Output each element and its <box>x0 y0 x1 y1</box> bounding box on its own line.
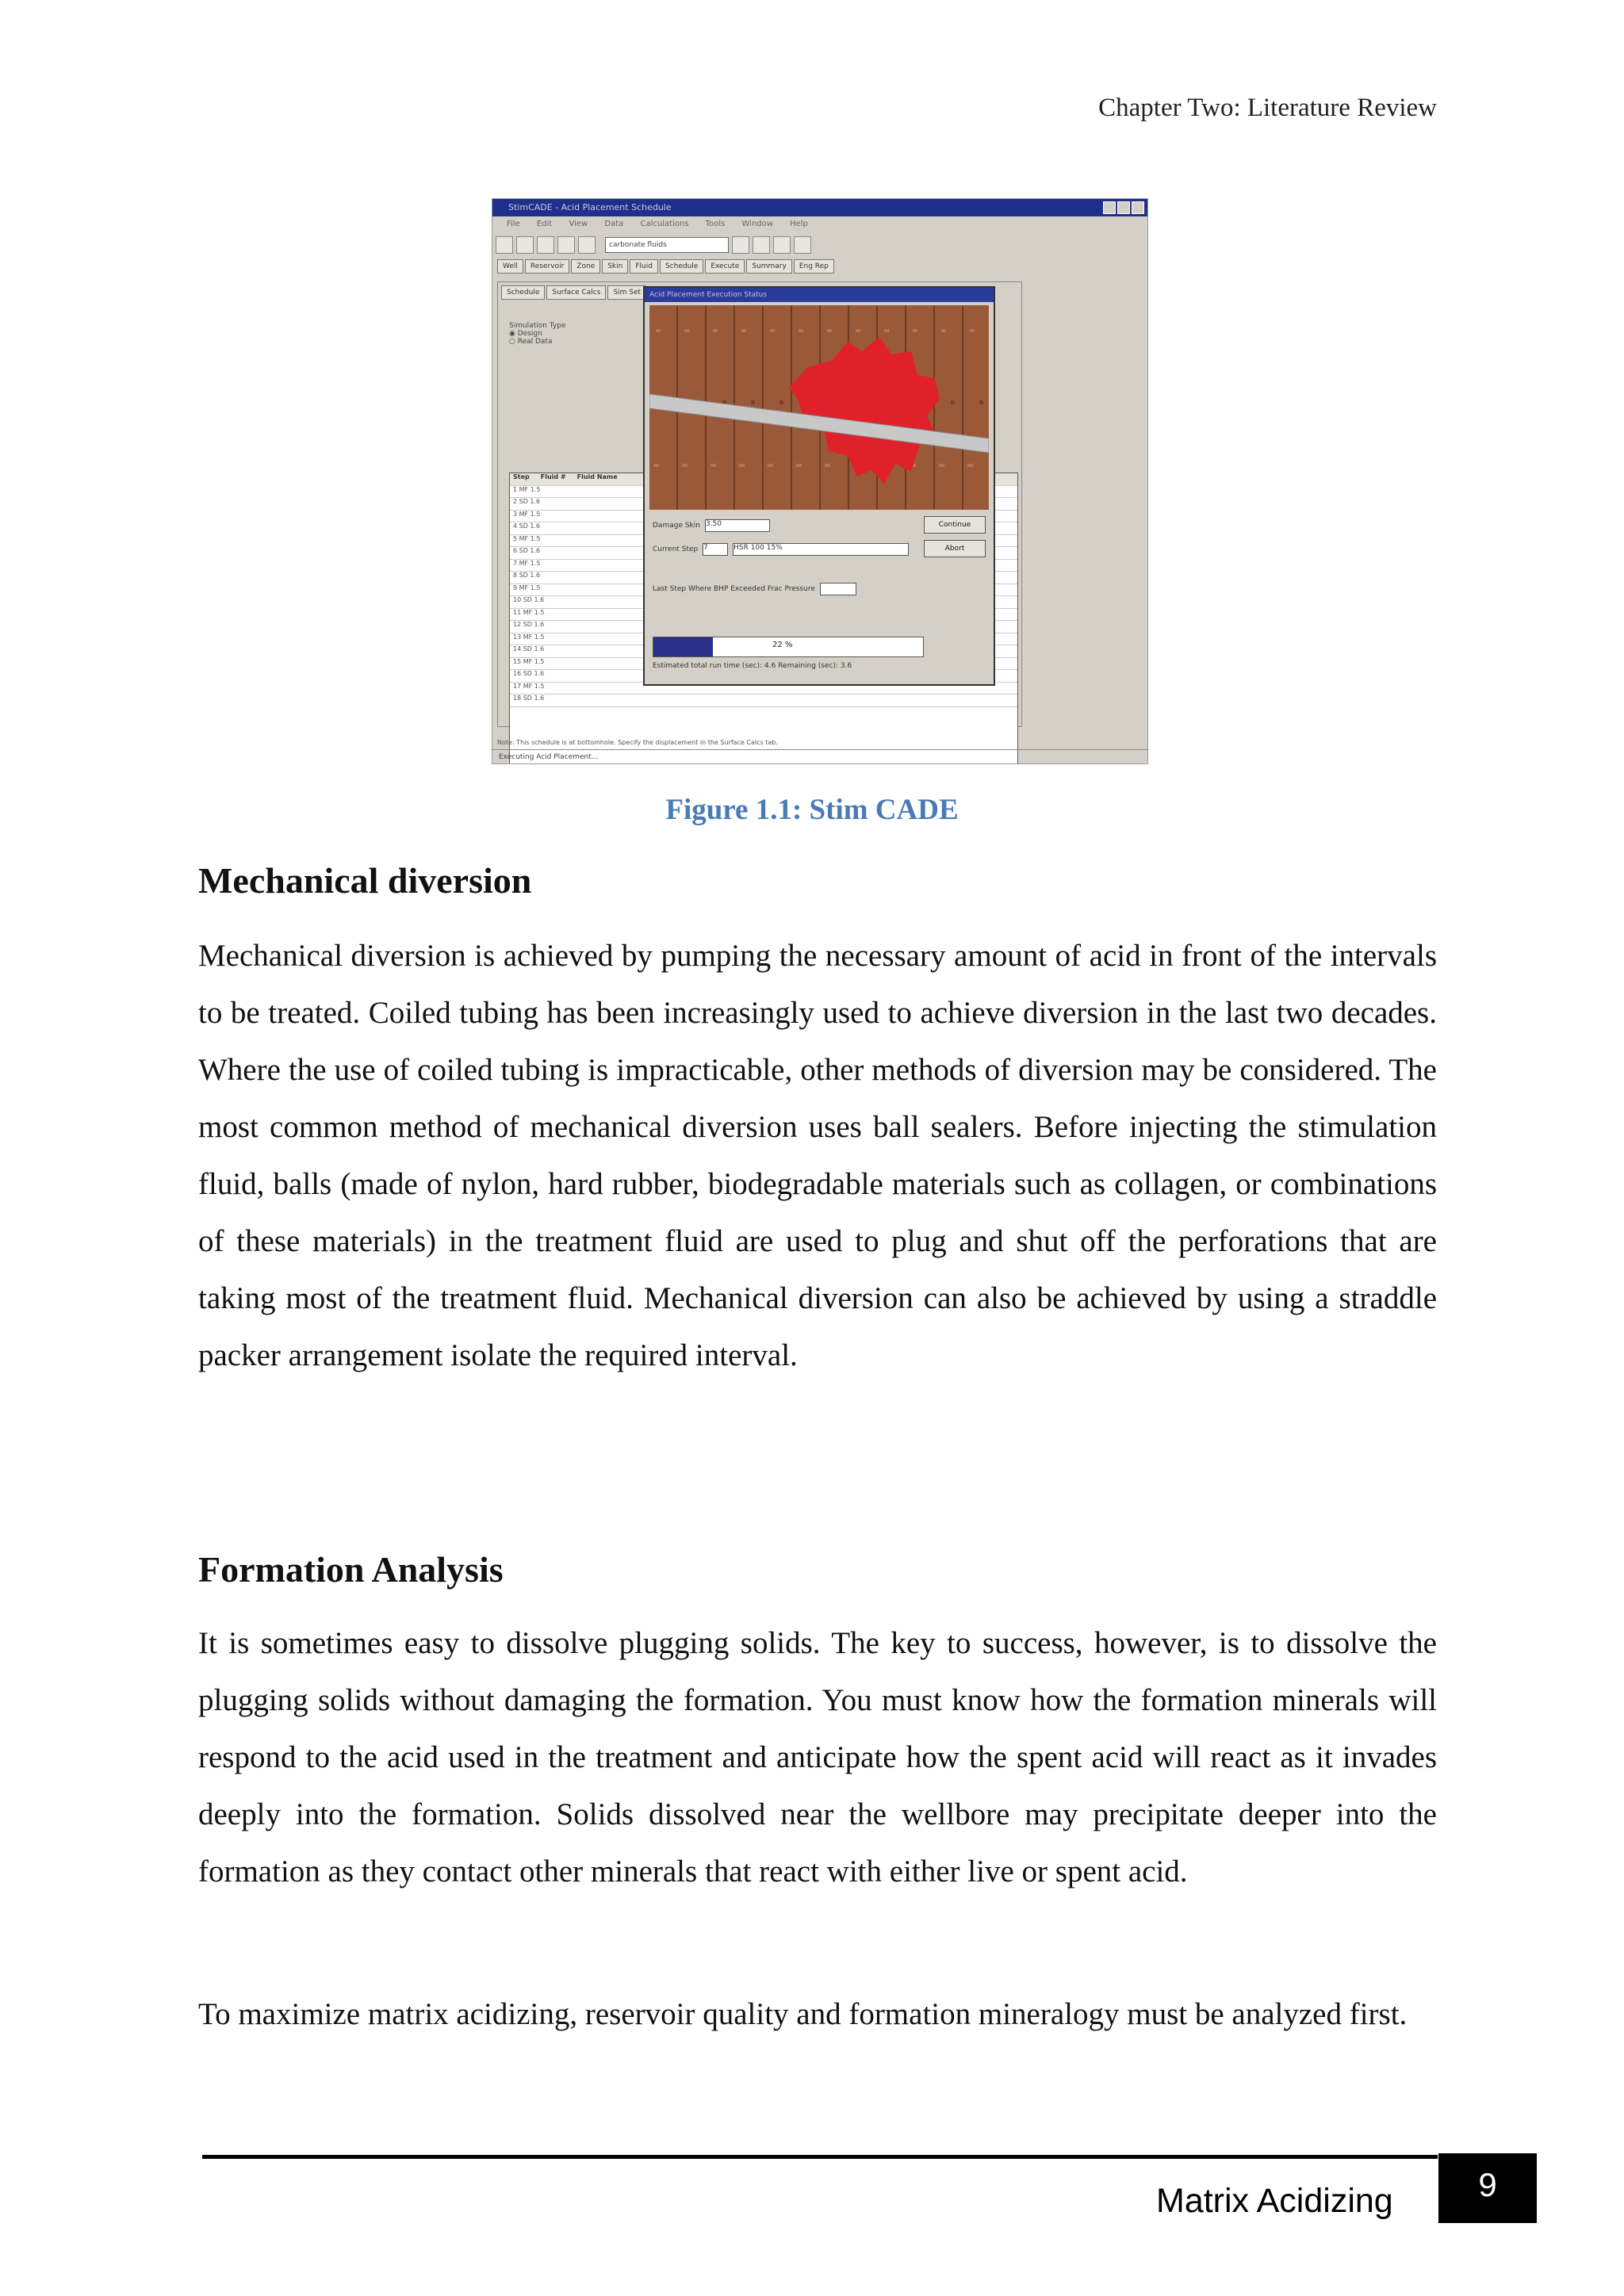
calc-icon[interactable] <box>732 236 749 254</box>
table-row[interactable]: 5 MF 1.5 <box>510 535 1017 548</box>
continue-button[interactable]: Continue <box>924 516 986 534</box>
sim-option-real[interactable]: ○ Real Data <box>509 338 553 346</box>
acid-placement-dialog <box>643 286 995 686</box>
table-row[interactable]: 10 SD 1.6 <box>510 596 1017 609</box>
minimize-button[interactable] <box>1103 201 1116 214</box>
subtab-schedule[interactable]: Schedule <box>501 285 545 300</box>
paragraph: To maximize matrix acidizing, reservoir quality and formation mineralogy must be analyzed first. <box>198 1997 1408 2031</box>
menu-bar <box>492 216 1147 232</box>
menu-edit[interactable]: Edit <box>536 220 553 228</box>
tab-summary[interactable]: Summary <box>746 259 792 274</box>
tab-schedule[interactable]: Schedule <box>660 259 703 274</box>
section-heading-formation-analysis: Formation Analysis <box>198 1549 504 1590</box>
sim-option-design-label: Design <box>517 330 542 338</box>
help-icon[interactable] <box>794 236 811 254</box>
fluid-combo[interactable]: carbonate fluids <box>605 237 729 253</box>
section-heading-mechanical-diversion: Mechanical diversion <box>198 860 532 901</box>
menu-window[interactable]: Window <box>741 220 773 228</box>
table-row[interactable]: 15 MF 1.5 <box>510 658 1017 671</box>
chart-icon[interactable] <box>753 236 770 254</box>
tab-skin[interactable]: Skin <box>602 259 628 274</box>
damage-skin-field: 3.50 <box>705 519 770 532</box>
copy-icon[interactable] <box>578 236 596 254</box>
table-row[interactable]: 3 MF 1.5 <box>510 511 1017 523</box>
status-bar: Executing Acid Placement... <box>492 749 1147 763</box>
toolbar <box>496 234 1144 256</box>
table-row[interactable]: 6 SD 1.6 <box>510 547 1017 560</box>
subtab-surface-calcs[interactable]: Surface Calcs <box>546 285 606 300</box>
table-row[interactable]: 8 SD 1.6 <box>510 572 1017 584</box>
grid-header-fluid-name: Fluid Name <box>576 473 618 480</box>
menu-help[interactable]: Help <box>790 220 808 228</box>
table-row[interactable]: 7 MF 1.5 <box>510 560 1017 572</box>
estimated-time: Estimated total run time (sec): 4.6 Remaining (sec): 3.6 <box>653 662 852 670</box>
abort-button[interactable]: Abort <box>924 540 986 557</box>
close-button[interactable] <box>1132 201 1144 214</box>
simulation-type-label: Simulation Type <box>509 322 566 330</box>
sim-option-design[interactable]: ◉ Design <box>509 330 542 338</box>
footer-title: Matrix Acidizing <box>1156 2182 1393 2220</box>
damage-skin-label: Damage Skin <box>653 522 700 530</box>
progress-text: 22 % <box>772 641 793 649</box>
figure-caption: Figure 1.1: Stim CADE <box>665 794 959 826</box>
open-file-icon[interactable] <box>516 236 534 254</box>
table-row[interactable]: 14 SD 1.6 <box>510 645 1017 658</box>
menu-view[interactable]: View <box>569 220 588 228</box>
new-file-icon[interactable] <box>496 236 513 254</box>
table-row[interactable]: 1 MF 1.5 <box>510 486 1017 499</box>
tab-reservoir[interactable]: Reservoir <box>525 259 569 274</box>
dialog-title: Acid Placement Execution Status <box>645 288 994 302</box>
wormhole-visualization <box>649 305 989 510</box>
menu-data[interactable]: Data <box>604 220 624 228</box>
progress-bar <box>653 637 924 657</box>
menu-calculations[interactable]: Calculations <box>640 220 689 228</box>
tab-fluid[interactable]: Fluid <box>630 259 658 274</box>
maximize-button[interactable] <box>1117 201 1130 214</box>
menu-tools[interactable]: Tools <box>705 220 726 228</box>
table-row[interactable]: 16 SD 1.6 <box>510 670 1017 683</box>
grid-header-fluid-no: Fluid # <box>540 473 566 480</box>
table-row[interactable]: 4 SD 1.6 <box>510 522 1017 535</box>
tab-zone[interactable]: Zone <box>571 259 600 274</box>
current-step-field: 7 <box>703 543 728 556</box>
table-row[interactable]: 13 MF 1.5 <box>510 633 1017 646</box>
progress-fill <box>653 637 713 656</box>
table-row[interactable]: 11 MF 1.5 <box>510 609 1017 622</box>
grid-header-step: Step <box>513 473 530 480</box>
table-row[interactable]: 17 MF 1.5 <box>510 683 1017 695</box>
window-titlebar <box>492 199 1147 216</box>
paragraph: It is sometimes easy to dissolve plugging solids. The key to success, however, is to dissolve the plugging solids without damaging the formation. You must know how the formation minerals will respond to the acid used in the treatment and anticipate how the spent acid will react as it invades deeply into the formation. Solids dissolved near the wellbore may precipitate deeper into the formation as they contact other minerals that react with either live or spent acid. <box>198 1626 1437 1888</box>
current-step-label: Current Step <box>653 545 699 553</box>
sim-option-real-label: Real Data <box>517 338 553 346</box>
main-tabs <box>497 259 834 274</box>
menu-file[interactable]: File <box>507 220 520 228</box>
page-number: 9 <box>1438 2153 1537 2223</box>
footer-rule <box>202 2155 1438 2159</box>
cut-icon[interactable] <box>557 236 575 254</box>
tab-execute[interactable]: Execute <box>705 259 745 274</box>
report-icon[interactable] <box>773 236 791 254</box>
table-row[interactable]: 9 MF 1.5 <box>510 584 1017 597</box>
tab-well[interactable]: Well <box>497 259 523 274</box>
paragraph: Mechanical diversion is achieved by pumping the necessary amount of acid in front of the intervals to be treated. Coiled tubing has been increasingly used to achieve diversion in the last two decades. Where the use of coiled tubing is impracticable, other methods of diversion may be considered. The most common method of mechanical diversion uses ball sealers. Before injecting the stimulation fluid, balls (made of nylon, hard rubber, biodegradable materials such as collagen, or combinations of these materials) in the treatment fluid are used to plug and shut off the perforations that are taking most of the treatment fluid. Mechanical diversion can also be achieved by using a straddle packer arrangement isolate the required interval. <box>198 939 1437 1372</box>
table-row[interactable]: 2 SD 1.6 <box>510 498 1017 511</box>
schedule-note: Note: This schedule is at bottomhole. Specify the displacement in the Surface Calcs tab. <box>497 739 778 746</box>
last-step-field <box>820 583 856 595</box>
tab-eng-rep[interactable]: Eng Rep <box>794 259 834 274</box>
table-row[interactable]: 12 SD 1.6 <box>510 621 1017 633</box>
last-step-label: Last Step Where BHP Exceeded Frac Pressure <box>653 585 815 593</box>
subtab-sim-set[interactable]: Sim Set <box>607 285 646 300</box>
running-header: Chapter Two: Literature Review <box>1098 94 1437 122</box>
window-title: StimCADE - Acid Placement Schedule <box>508 202 672 212</box>
current-fluid-field: HSR 100 15% <box>733 543 909 556</box>
table-row[interactable]: 18 SD 1.6 <box>510 695 1017 707</box>
save-icon[interactable] <box>537 236 554 254</box>
stimcade-screenshot <box>492 198 1148 764</box>
